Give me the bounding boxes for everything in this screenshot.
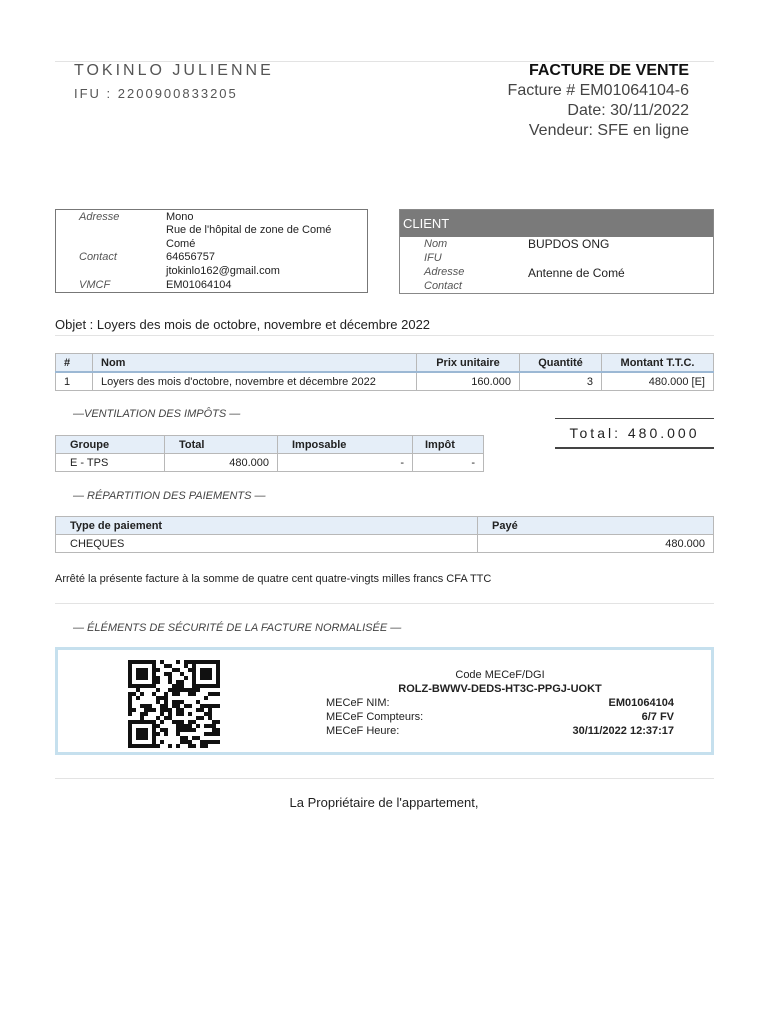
col-taxable: Imposable bbox=[278, 436, 413, 454]
invoice-date: Date: 30/11/2022 bbox=[567, 102, 689, 119]
client-header: CLIENT bbox=[400, 210, 713, 237]
seller-info-box bbox=[55, 209, 368, 293]
seller-address-line-2: Rue de l'hôpital de zone de Comé bbox=[166, 224, 332, 236]
col-paid: Payé bbox=[478, 517, 714, 535]
item-number: 1 bbox=[56, 372, 93, 391]
seller-name: TOKINLO JULIENNE bbox=[74, 62, 274, 79]
security-divider bbox=[55, 778, 714, 779]
mecef-time-row bbox=[326, 725, 674, 739]
qr-code-icon bbox=[128, 660, 220, 748]
mecef-counters-row bbox=[326, 711, 674, 725]
seller-address-label: Adresse bbox=[79, 211, 120, 223]
seller-address-line-3: Comé bbox=[166, 238, 196, 250]
col-name: Nom bbox=[93, 354, 417, 373]
mecef-nim: EM01064104 bbox=[608, 697, 674, 709]
tax-amount: - bbox=[413, 454, 484, 472]
tax-table bbox=[55, 435, 484, 472]
seller-phone: 64656757 bbox=[166, 251, 215, 263]
total-amount: Total: 480.000 bbox=[555, 418, 714, 449]
words-divider bbox=[55, 603, 714, 604]
tax-table-header bbox=[56, 436, 484, 454]
object-divider bbox=[55, 335, 714, 336]
items-table bbox=[55, 353, 714, 391]
mecef-code: ROLZ-BWWV-DEDS-HT3C-PPGJ-UOKT bbox=[398, 683, 602, 695]
payment-type: CHEQUES bbox=[56, 535, 478, 553]
seller-address-line-1: Mono bbox=[166, 211, 194, 223]
col-number: # bbox=[56, 354, 93, 373]
seller-contact-label: Contact bbox=[79, 251, 117, 263]
item-unit-price: 160.000 bbox=[417, 372, 520, 391]
item-amount: 480.000 [E] bbox=[602, 372, 714, 391]
seller-vmcf: EM01064104 bbox=[166, 279, 232, 291]
mecef-counters: 6/7 FV bbox=[641, 711, 674, 723]
seller-email: jtokinlo162@gmail.com bbox=[166, 265, 280, 277]
col-group: Groupe bbox=[56, 436, 165, 454]
table-row bbox=[56, 372, 714, 391]
payment-table-header bbox=[56, 517, 714, 535]
mecef-time-label: MECeF Heure: bbox=[326, 725, 400, 737]
col-payment-type: Type de paiement bbox=[56, 517, 478, 535]
client-contact-label: Contact bbox=[424, 280, 462, 292]
invoice-object: Objet : Loyers des mois de octobre, novembre et décembre 2022 bbox=[55, 317, 431, 332]
amount-in-words: Arrêté la présente facture à la somme de quatre cent quatre-vingts milles francs CFA TTC bbox=[55, 573, 492, 585]
payment-amount: 480.000 bbox=[478, 535, 714, 553]
invoice-vendor: Vendeur: SFE en ligne bbox=[528, 122, 689, 139]
document-title: FACTURE DE VENTE bbox=[528, 62, 689, 79]
payment-section-title: — RÉPARTITION DES PAIEMENTS — bbox=[73, 490, 266, 502]
item-quantity: 3 bbox=[520, 372, 602, 391]
security-box bbox=[55, 647, 714, 755]
client-info-box bbox=[399, 209, 714, 294]
signature-line: La Propriétaire de l'appartement, bbox=[289, 795, 479, 810]
mecef-nim-row bbox=[326, 697, 674, 711]
mecef-nim-label: MECeF NIM: bbox=[326, 697, 390, 709]
seller-ifu: IFU : 2200900833205 bbox=[74, 86, 238, 101]
security-section-title: — ÉLÉMENTS DE SÉCURITÉ DE LA FACTURE NORMALISÉE — bbox=[73, 622, 402, 634]
invoice-number: Facture # EM01064104-6 bbox=[507, 82, 689, 99]
client-name-label: Nom bbox=[424, 238, 448, 250]
table-row bbox=[56, 535, 714, 553]
client-address: Antenne de Comé bbox=[528, 266, 625, 280]
mecef-code-label: Code MECeF/DGI bbox=[455, 669, 545, 681]
payment-table bbox=[55, 516, 714, 553]
seller-vmcf-label: VMCF bbox=[79, 279, 111, 291]
col-quantity: Quantité bbox=[520, 354, 602, 373]
tax-section-title: —VENTILATION DES IMPÔTS — bbox=[73, 408, 241, 420]
client-ifu-label: IFU bbox=[424, 252, 442, 264]
tax-group: E - TPS bbox=[56, 454, 165, 472]
col-amount: Montant T.T.C. bbox=[602, 354, 714, 373]
mecef-time: 30/11/2022 12:37:17 bbox=[572, 725, 674, 737]
client-name: BUPDOS ONG bbox=[528, 237, 610, 251]
col-unit-price: Prix unitaire bbox=[417, 354, 520, 373]
item-name: Loyers des mois d'octobre, novembre et décembre 2022 bbox=[93, 372, 417, 391]
table-row bbox=[56, 454, 484, 472]
col-tax: Impôt bbox=[413, 436, 484, 454]
items-table-header bbox=[56, 354, 714, 373]
client-address-label: Adresse bbox=[424, 266, 465, 278]
col-total: Total bbox=[165, 436, 278, 454]
tax-taxable: - bbox=[278, 454, 413, 472]
mecef-counters-label: MECeF Compteurs: bbox=[326, 711, 424, 723]
tax-total: 480.000 bbox=[165, 454, 278, 472]
